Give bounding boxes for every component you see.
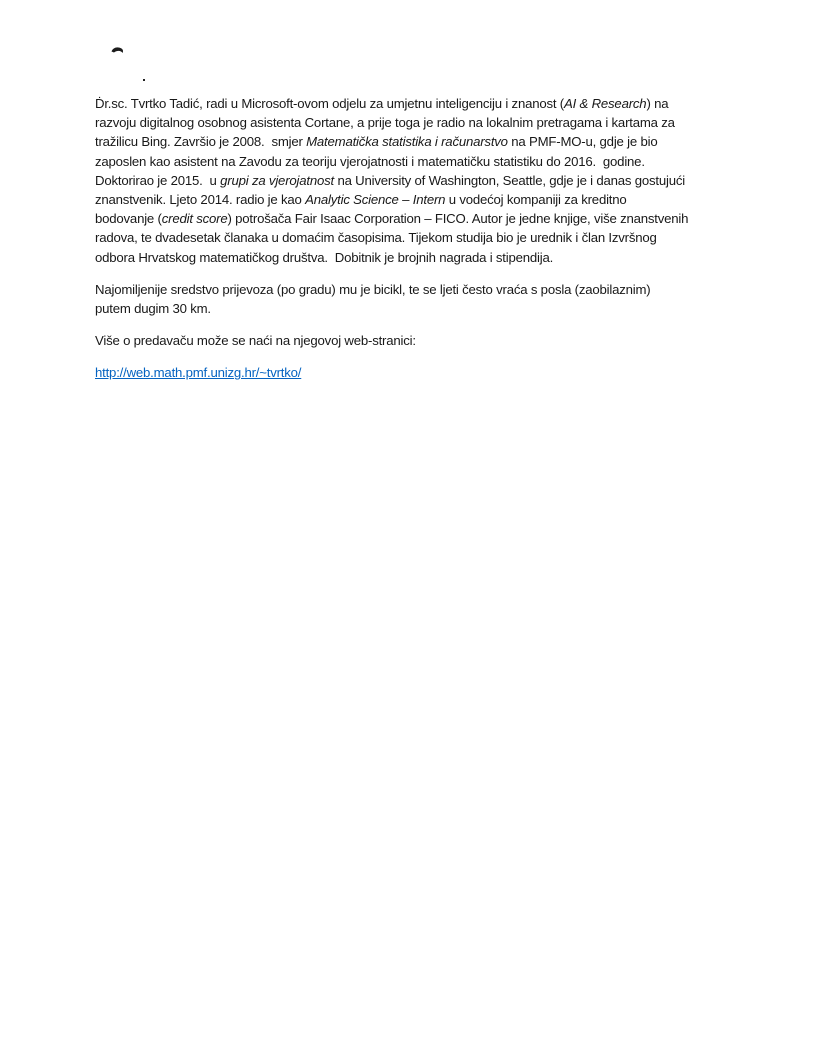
text-line: razvoju digitalnog osobnog asistenta Cortane, a prije toga je radio na lokalnim pretragama i kartama za	[95, 115, 675, 131]
personal-website-link[interactable]: http://web.math.pmf.unizg.hr/~tvrtko/	[95, 365, 302, 381]
ink-swoosh-mark	[111, 44, 125, 55]
text-line	[95, 363, 731, 382]
text-line: Najomiljenije sredstvo prijevoza (po gradu) mu je bicikl, te se ljeti često vraća s posla (zaobilaznim)	[95, 281, 651, 297]
text-line: Ḋr.sc. Tvrtko Tadić, radi u Microsoft-ovom odjelu za umjetnu inteligenciju i znanost (AI & Research) na	[95, 96, 669, 111]
paragraph-website-link	[95, 363, 731, 382]
text-line: Više o predavaču može se naći na njegovoj web-stranici:	[95, 333, 416, 349]
text-line: zaposlen kao asistent na Zavodu za teoriju vjerojatnosti i matematičku statistiku do 2016. godine.	[95, 153, 645, 169]
text-line: odbora Hrvatskog matematičkog društva. Dobitnik je brojnih nagrada i stipendija.	[95, 249, 554, 265]
text-line: radova, te dvadesetak članaka u domaćim časopisima. Tijekom studija bio je urednik i član Izvršnog	[95, 230, 657, 246]
ink-dot-mark	[143, 79, 145, 81]
text-line: Doktorirao je 2015. u grupi za vjerojatnost na University of Washington, Seattle, gdje je i danas gostujući	[95, 172, 686, 188]
text-line: putem dugim 30 km.	[95, 301, 211, 317]
text-line: bodovanje (credit score) potrošača Fair Isaac Corporation – FICO. Autor je jedne knjige, više znanstvenih	[95, 211, 689, 227]
paragraph-transport	[95, 280, 731, 318]
paragraph-biography	[95, 94, 731, 267]
document-body	[95, 94, 731, 396]
text-line: tražilicu Bing. Završio je 2008. smjer Matematička statistika i računarstvo na PMF-MO-u, gdje je bio	[95, 134, 658, 150]
paragraph-website-intro	[95, 331, 731, 350]
text-line: znanstvenik. Ljeto 2014. radio je kao Analytic Science – Intern u vodećoj kompaniji za kreditno	[95, 192, 627, 208]
